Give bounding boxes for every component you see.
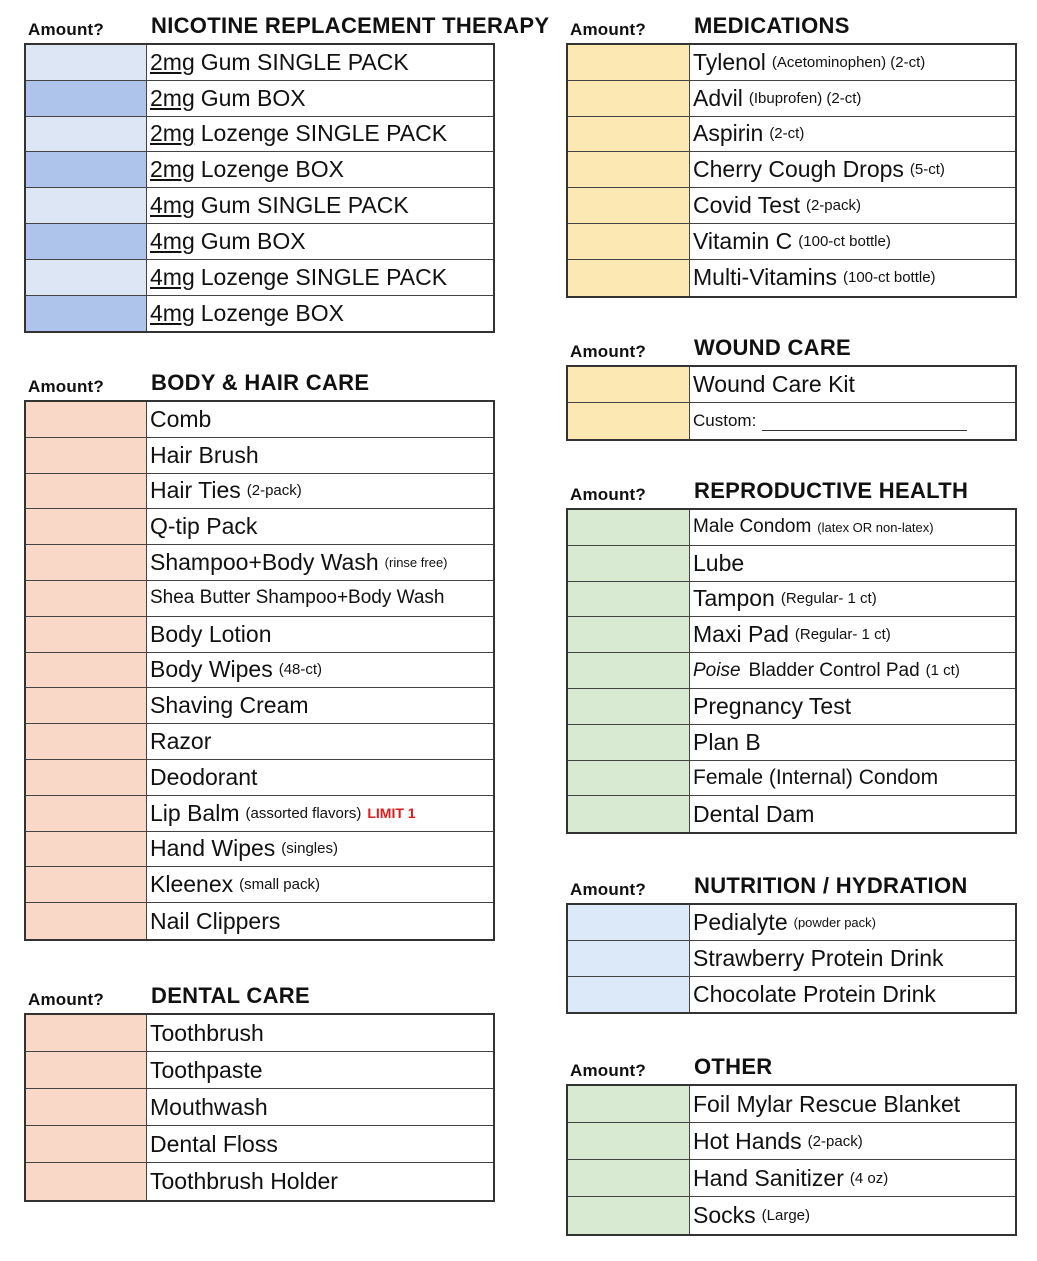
item-label: Toothbrush Holder bbox=[150, 1168, 338, 1194]
amount-field[interactable] bbox=[26, 188, 147, 223]
reproductive-section bbox=[566, 475, 1017, 834]
amount-field[interactable] bbox=[568, 977, 690, 1013]
item-note: (Acetominophen) (2-ct) bbox=[771, 53, 926, 71]
table-row bbox=[26, 653, 493, 689]
amount-field[interactable] bbox=[26, 581, 147, 616]
item-label: Multi-Vitamins bbox=[693, 264, 837, 291]
table-row bbox=[26, 438, 493, 474]
table-row bbox=[26, 760, 493, 796]
item-label: Advil bbox=[693, 84, 743, 111]
table-row bbox=[26, 832, 493, 868]
nicotine-table bbox=[24, 43, 495, 333]
item-brand: Poise bbox=[693, 659, 741, 681]
other-title: OTHER bbox=[694, 1054, 773, 1079]
body-hair-title: BODY & HAIR CARE bbox=[151, 370, 370, 395]
item-label: Mouthwash bbox=[150, 1093, 268, 1120]
table-row bbox=[26, 903, 493, 939]
amount-column-label: Amount? bbox=[570, 342, 646, 361]
table-row bbox=[568, 1123, 1015, 1160]
body-hair-header bbox=[24, 367, 495, 400]
table-row bbox=[26, 688, 493, 724]
amount-field[interactable] bbox=[26, 796, 147, 831]
item-note: (Regular- 1 ct) bbox=[794, 626, 891, 644]
item-note: (Regular- 1 ct) bbox=[780, 590, 877, 608]
table-row bbox=[26, 474, 493, 510]
item-label: Lozenge BOX bbox=[200, 156, 344, 183]
table-row bbox=[26, 724, 493, 760]
table-row bbox=[568, 653, 1015, 689]
body-hair-section bbox=[24, 367, 495, 941]
amount-field[interactable] bbox=[568, 367, 690, 402]
item-label: Lozenge SINGLE PACK bbox=[200, 263, 448, 290]
item-label: Body Lotion bbox=[150, 620, 272, 647]
item-note: (100-ct bottle) bbox=[843, 269, 936, 287]
item-label: Dental Floss bbox=[150, 1130, 278, 1157]
item-label: Razor bbox=[150, 728, 212, 755]
item-label: Deodorant bbox=[150, 763, 258, 790]
item-label: Female (Internal) Condom bbox=[693, 765, 939, 789]
item-note: (small pack) bbox=[239, 876, 320, 894]
table-row bbox=[26, 1126, 493, 1163]
table-row bbox=[568, 977, 1015, 1013]
item-label: Tampon bbox=[693, 585, 775, 612]
item-label: Hot Hands bbox=[693, 1127, 802, 1154]
table-row bbox=[568, 905, 1015, 941]
item-label: Lozenge SINGLE PACK bbox=[200, 120, 448, 147]
amount-field[interactable] bbox=[26, 653, 147, 688]
item-label: Male Condom bbox=[693, 516, 812, 538]
nicotine-header bbox=[24, 10, 550, 43]
item-note: (1 ct) bbox=[925, 662, 960, 680]
amount-field[interactable] bbox=[568, 403, 690, 439]
table-row bbox=[568, 761, 1015, 797]
limit-badge: LIMIT 1 bbox=[367, 805, 416, 822]
table-row bbox=[26, 260, 493, 296]
item-label: Bladder Control Pad bbox=[748, 659, 920, 681]
item-label: Plan B bbox=[693, 728, 761, 755]
amount-field[interactable] bbox=[568, 653, 690, 688]
item-label: Body Wipes bbox=[150, 656, 273, 683]
amount-field[interactable] bbox=[568, 761, 690, 796]
amount-field[interactable] bbox=[568, 582, 690, 617]
table-row bbox=[568, 367, 1015, 403]
amount-field[interactable] bbox=[26, 1163, 147, 1200]
item-label: Socks bbox=[693, 1202, 756, 1228]
item-note: (5-ct) bbox=[909, 161, 945, 179]
table-row bbox=[26, 1163, 493, 1200]
amount-field[interactable] bbox=[568, 260, 690, 296]
item-label: Shampoo+Body Wash bbox=[150, 549, 379, 576]
item-dose: 2mg bbox=[150, 48, 195, 75]
item-label: Kleenex bbox=[150, 871, 234, 898]
item-note: (2-pack) bbox=[805, 197, 861, 215]
amount-field[interactable] bbox=[568, 796, 690, 832]
item-dose: 2mg bbox=[150, 120, 195, 147]
nicotine-title: NICOTINE REPLACEMENT THERAPY bbox=[151, 13, 550, 38]
amount-field[interactable] bbox=[26, 152, 147, 187]
item-label: Covid Test bbox=[693, 192, 800, 219]
amount-column-label: Amount? bbox=[570, 485, 646, 504]
nutrition-section bbox=[566, 870, 1017, 1014]
medications-title: MEDICATIONS bbox=[694, 13, 850, 38]
amount-field[interactable] bbox=[26, 260, 147, 295]
amount-field[interactable] bbox=[568, 905, 690, 940]
amount-field[interactable] bbox=[568, 81, 690, 116]
table-row bbox=[26, 188, 493, 224]
amount-column-label: Amount? bbox=[28, 990, 104, 1009]
amount-field[interactable] bbox=[568, 689, 690, 724]
table-row bbox=[26, 224, 493, 260]
item-label: Cherry Cough Drops bbox=[693, 156, 904, 183]
item-label: Gum SINGLE PACK bbox=[200, 48, 409, 75]
item-label: Hand Wipes bbox=[150, 835, 276, 862]
amount-field[interactable] bbox=[26, 224, 147, 259]
amount-field[interactable] bbox=[26, 402, 147, 437]
table-row bbox=[26, 296, 493, 332]
amount-field[interactable] bbox=[26, 81, 147, 116]
item-label: Custom: bbox=[693, 410, 757, 430]
wound-section bbox=[566, 332, 1017, 441]
table-row bbox=[568, 152, 1015, 188]
item-note: (latex OR non-latex) bbox=[817, 519, 934, 535]
table-row bbox=[26, 117, 493, 153]
table-row bbox=[26, 509, 493, 545]
table-row bbox=[568, 689, 1015, 725]
amount-field[interactable] bbox=[26, 724, 147, 759]
item-dose: 4mg bbox=[150, 192, 195, 219]
table-row bbox=[26, 81, 493, 117]
item-label: Lube bbox=[693, 549, 745, 576]
amount-field[interactable] bbox=[26, 117, 147, 152]
item-label: Dental Dam bbox=[693, 800, 815, 827]
table-row bbox=[26, 1052, 493, 1089]
amount-field[interactable] bbox=[26, 296, 147, 332]
other-table bbox=[566, 1084, 1017, 1236]
table-row bbox=[26, 402, 493, 438]
amount-field[interactable] bbox=[26, 509, 147, 544]
amount-field[interactable] bbox=[568, 510, 690, 545]
nutrition-header bbox=[566, 870, 1017, 903]
item-note: (2-pack) bbox=[246, 482, 302, 500]
item-note: (assorted flavors) bbox=[245, 804, 362, 822]
item-label: Maxi Pad bbox=[693, 621, 789, 648]
dental-header bbox=[24, 980, 495, 1013]
nutrition-title: NUTRITION / HYDRATION bbox=[694, 873, 968, 898]
amount-field[interactable] bbox=[26, 760, 147, 795]
amount-column-label: Amount? bbox=[28, 377, 104, 396]
reproductive-header bbox=[566, 475, 1017, 508]
table-row bbox=[568, 796, 1015, 832]
item-label: Vitamin C bbox=[693, 227, 793, 254]
item-dose: 4mg bbox=[150, 263, 195, 290]
table-row bbox=[26, 545, 493, 581]
wound-header bbox=[566, 332, 1017, 365]
amount-field[interactable] bbox=[26, 867, 147, 902]
amount-column-label: Amount? bbox=[570, 880, 646, 899]
item-dose: 2mg bbox=[150, 84, 195, 111]
item-label: Foil Mylar Rescue Blanket bbox=[693, 1090, 961, 1117]
table-row bbox=[568, 1086, 1015, 1123]
item-label: Pedialyte bbox=[693, 908, 788, 935]
table-row bbox=[26, 1015, 493, 1052]
table-row bbox=[568, 617, 1015, 653]
item-label: Shaving Cream bbox=[150, 692, 309, 719]
table-row bbox=[26, 867, 493, 903]
amount-field[interactable] bbox=[26, 1052, 147, 1088]
dental-section bbox=[24, 980, 495, 1202]
table-row bbox=[568, 188, 1015, 224]
table-row bbox=[26, 45, 493, 81]
item-label: Chocolate Protein Drink bbox=[693, 980, 936, 1007]
amount-field[interactable] bbox=[568, 1160, 690, 1196]
amount-field[interactable] bbox=[26, 832, 147, 867]
item-label: Aspirin bbox=[693, 120, 764, 147]
table-row bbox=[26, 796, 493, 832]
amount-column-label: Amount? bbox=[570, 20, 646, 39]
table-row bbox=[568, 224, 1015, 260]
item-label: Hand Sanitizer bbox=[693, 1164, 844, 1191]
item-label: Gum SINGLE PACK bbox=[200, 192, 409, 219]
table-row bbox=[568, 941, 1015, 977]
table-row bbox=[568, 117, 1015, 153]
item-dose: 2mg bbox=[150, 156, 195, 183]
amount-column-label: Amount? bbox=[570, 1061, 646, 1080]
item-note: (powder pack) bbox=[793, 914, 876, 930]
amount-field[interactable] bbox=[568, 1123, 690, 1159]
item-label: Q-tip Pack bbox=[150, 513, 258, 540]
item-label: Tylenol bbox=[693, 48, 766, 75]
medications-table bbox=[566, 43, 1017, 298]
amount-field[interactable] bbox=[568, 1086, 690, 1122]
table-row bbox=[568, 1197, 1015, 1234]
amount-field[interactable] bbox=[568, 152, 690, 187]
item-label: Comb bbox=[150, 405, 212, 432]
amount-field[interactable] bbox=[26, 1126, 147, 1162]
amount-field[interactable] bbox=[568, 224, 690, 259]
amount-field[interactable] bbox=[568, 941, 690, 976]
item-label: Toothbrush bbox=[150, 1019, 264, 1046]
body-hair-table bbox=[24, 400, 495, 941]
table-row bbox=[26, 152, 493, 188]
dental-table bbox=[24, 1013, 495, 1202]
table-row bbox=[568, 403, 1015, 439]
item-note: (Large) bbox=[761, 1207, 810, 1224]
amount-field[interactable] bbox=[26, 1089, 147, 1125]
table-row bbox=[568, 1160, 1015, 1197]
amount-field[interactable] bbox=[26, 688, 147, 723]
item-label: Hair Ties bbox=[150, 477, 241, 504]
table-row bbox=[568, 260, 1015, 296]
amount-field[interactable] bbox=[568, 546, 690, 581]
item-label: Nail Clippers bbox=[150, 907, 281, 934]
reproductive-title: REPRODUCTIVE HEALTH bbox=[694, 478, 969, 503]
amount-field[interactable] bbox=[568, 117, 690, 152]
item-label: Wound Care Kit bbox=[693, 370, 855, 397]
amount-field[interactable] bbox=[568, 1197, 690, 1234]
reproductive-table bbox=[566, 508, 1017, 834]
wound-title: WOUND CARE bbox=[694, 335, 851, 360]
item-note: (2-pack) bbox=[807, 1132, 863, 1150]
amount-field[interactable] bbox=[568, 617, 690, 652]
item-note: (rinse free) bbox=[384, 555, 448, 571]
item-label: Hair Brush bbox=[150, 441, 259, 468]
item-dose: 4mg bbox=[150, 299, 195, 326]
item-label: Pregnancy Test bbox=[693, 692, 852, 719]
table-row bbox=[568, 81, 1015, 117]
other-header bbox=[566, 1051, 1017, 1084]
medications-section bbox=[566, 10, 1017, 298]
amount-field[interactable] bbox=[26, 1015, 147, 1051]
wound-table bbox=[566, 365, 1017, 441]
item-label: Shea Butter Shampoo+Body Wash bbox=[150, 587, 445, 609]
item-label: Gum BOX bbox=[200, 84, 306, 111]
item-label: Lip Balm bbox=[150, 799, 240, 826]
other-section bbox=[566, 1051, 1017, 1236]
table-row bbox=[26, 617, 493, 653]
item-label: Strawberry Protein Drink bbox=[693, 944, 944, 971]
table-row bbox=[568, 582, 1015, 618]
table-row bbox=[26, 1089, 493, 1126]
item-label: Lozenge BOX bbox=[200, 299, 344, 326]
table-row bbox=[568, 45, 1015, 81]
item-note: (48-ct) bbox=[278, 661, 323, 679]
table-row bbox=[568, 725, 1015, 761]
amount-field[interactable] bbox=[26, 903, 147, 939]
medications-header bbox=[566, 10, 1017, 43]
dental-title: DENTAL CARE bbox=[151, 983, 310, 1008]
item-note: (100-ct bottle) bbox=[798, 232, 891, 250]
table-row bbox=[568, 546, 1015, 582]
amount-field[interactable] bbox=[26, 474, 147, 509]
amount-field[interactable] bbox=[26, 438, 147, 473]
item-note: (2-ct) bbox=[769, 125, 805, 143]
item-note: (4 oz) bbox=[849, 1169, 889, 1187]
item-dose: 4mg bbox=[150, 227, 195, 254]
item-label: Toothpaste bbox=[150, 1056, 263, 1083]
nicotine-section bbox=[24, 10, 550, 333]
item-label: Gum BOX bbox=[200, 227, 306, 254]
amount-field[interactable] bbox=[26, 45, 147, 80]
table-row bbox=[568, 510, 1015, 546]
amount-field[interactable] bbox=[26, 545, 147, 580]
amount-field[interactable] bbox=[568, 725, 690, 760]
item-note: (singles) bbox=[281, 840, 338, 858]
amount-field[interactable] bbox=[568, 45, 690, 80]
amount-column-label: Amount? bbox=[28, 20, 104, 39]
amount-field[interactable] bbox=[568, 188, 690, 223]
nutrition-table bbox=[566, 903, 1017, 1014]
custom-entry-field[interactable] bbox=[762, 410, 967, 431]
amount-field[interactable] bbox=[26, 617, 147, 652]
table-row bbox=[26, 581, 493, 617]
item-note: (Ibuprofen) (2-ct) bbox=[748, 89, 862, 107]
